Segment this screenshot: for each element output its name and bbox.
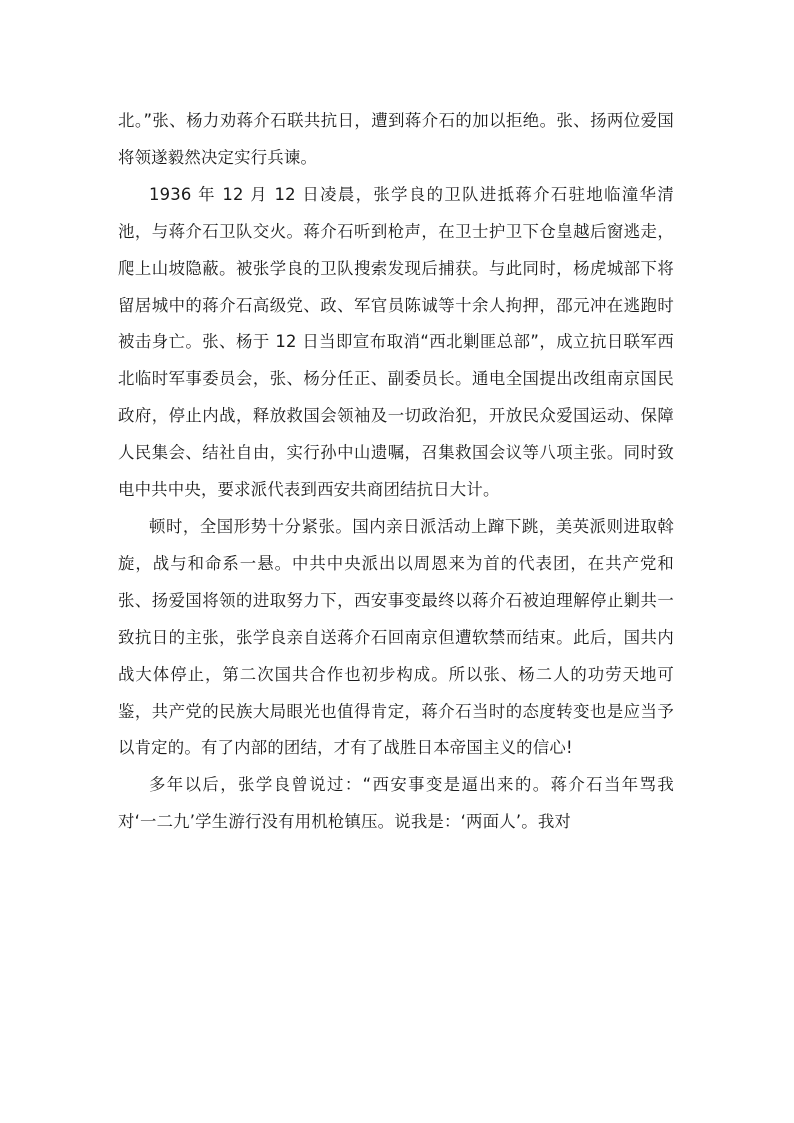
paragraph-1: 北。”张、杨力劝蒋介石联共抗日，遭到蒋介石的加以拒绝。张、扬两位爱国将领遂毅然决定实行兵谏。 xyxy=(118,111,674,167)
paragraph-4: 多年以后，张学良曾说过：“西安事变是逼出来的。蒋介石当年骂我对‘一二九’学生游行没有用机枪镇压。说我是：‘两面人’。我对 xyxy=(118,775,674,832)
paragraph-2: 1936 年 12 月 12 日凌晨，张学良的卫队进抵蒋介石驻地临潼华清池，与蒋介石卫队交火。蒋介石听到枪声，在卫士护卫下仓皇越后窗逃走，爬上山坡隐蔽。被张学良的卫队搜索发现后捕获。与此同时，杨虎城部下将留居城中的蒋介石高级党、政、军官员陈诚等十余人拘押，邵元冲在逃跑时被击身亡。张、杨于 12 日当即宣布取消“西北剿匪总部”，成立抗日联军西北临时军事委员会，张、杨分任正、副委员长。通电全国提出改组南京国民政府，停止内战，释放救国会领袖及一切政治犯，开放民众爱国运动、保障人民集会、结社自由，实行孙中山遗嘱，召集救国会议等八项主张。同时致电中共中央，要求派代表到西安共商团结抗日大计。 xyxy=(118,184,674,500)
paragraph-3: 顿时，全国形势十分紧张。国内亲日派活动上蹿下跳，美英派则进取斡旋，战与和命系一悬。中共中央派出以周恩来为首的代表团，在共产党和张、扬爱国将领的进取努力下，西安事变最终以蒋介石被迫理解停止剿共一致抗日的主张，张学良亲自送蒋介石回南京但遭软禁而结束。此后，国共内战大体停止，第二次国共合作也初步构成。所以张、杨二人的功劳天地可鉴，共产党的民族大局眼光也值得肯定，蒋介石当时的态度转变也是应当予以肯定的。有了内部的团结，才有了战胜日本帝国主义的信心! xyxy=(118,516,674,758)
document-body xyxy=(118,103,674,841)
